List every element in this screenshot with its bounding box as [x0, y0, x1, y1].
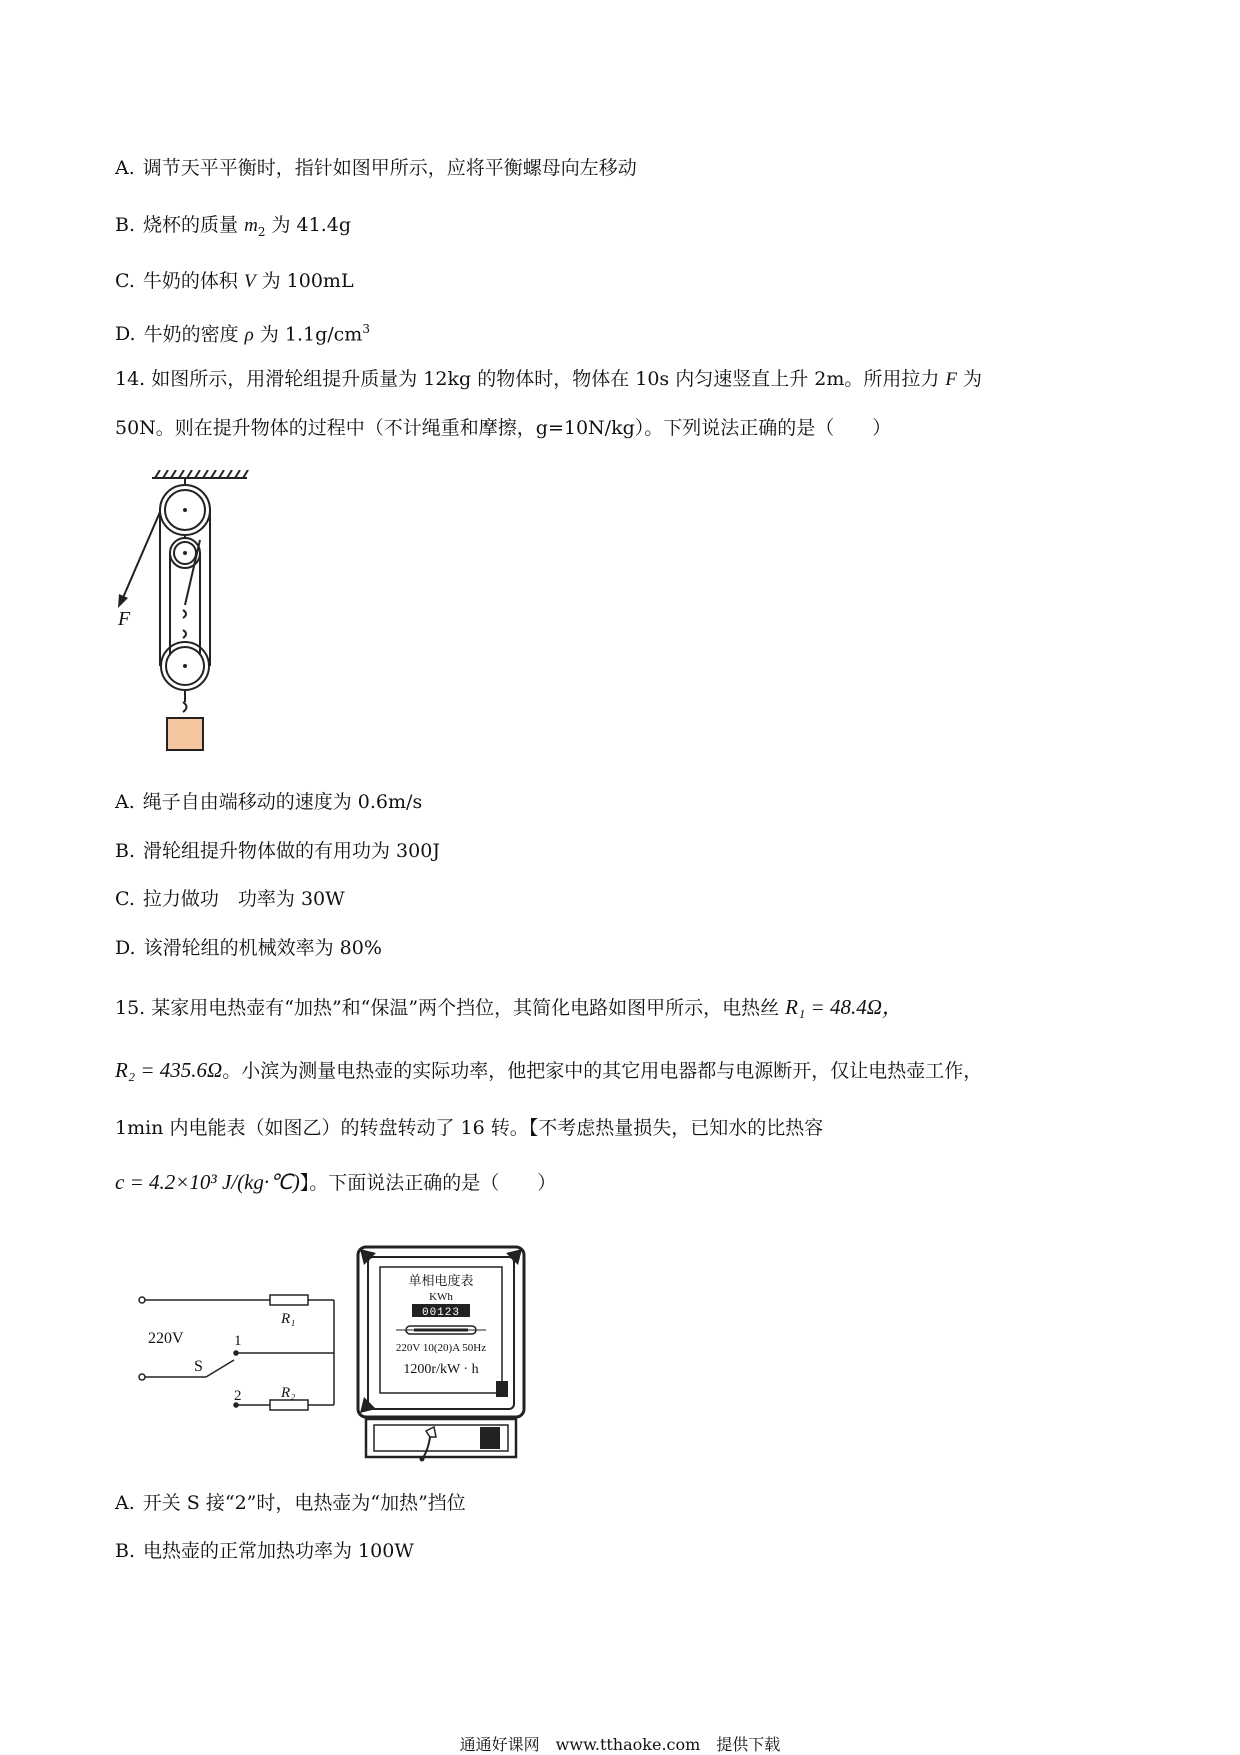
energy-meter: [356, 1245, 528, 1465]
contact-1-label: 1: [234, 1333, 242, 1349]
terminal-top: [139, 1297, 145, 1303]
var-rho: ρ: [244, 324, 254, 346]
switch-label: S: [194, 1358, 203, 1375]
q13-option-b: [115, 212, 351, 245]
pull-arrow: [118, 512, 160, 608]
meter-unit: KWh: [429, 1291, 453, 1303]
option-letter: C.: [115, 270, 135, 292]
q15-stem-line1: [115, 994, 903, 1021]
q15-option-b: [115, 1538, 414, 1564]
circuit-diagram: [138, 1285, 358, 1415]
q14-option-d: [115, 935, 382, 961]
voltage-label: 220V: [148, 1330, 184, 1347]
meter-constant: 1200r/kW · h: [403, 1362, 479, 1377]
q14-option-c: [115, 886, 345, 912]
q15-text: 。小滨为测量电热壶的实际功率，他把家中的其它用电器都与电源断开，仅让电热壶工作，: [222, 1060, 983, 1082]
contact-2-label: 2: [234, 1388, 242, 1404]
q15-stem-line2: [115, 1057, 982, 1084]
option-text-post: 为 100mL: [261, 270, 354, 292]
var-m: m: [244, 215, 258, 236]
q15-text: 15. 某家用电热壶有“加热”和“保温”两个挡位，其简化电路如图甲所示，电热丝: [115, 997, 780, 1019]
q13-option-d: [115, 316, 370, 348]
r1-label: R₁: [281, 1311, 296, 1327]
contact-1: [234, 1351, 238, 1355]
meter-title: 单相电度表: [408, 1274, 474, 1289]
option-text: 牛奶的密度: [143, 323, 239, 346]
ceiling-hatch: [152, 470, 248, 478]
q14-option-a: [115, 789, 422, 815]
switch-blade: [206, 1360, 234, 1377]
q15-stem-line4: [115, 1169, 556, 1196]
r2-label: R₂: [281, 1385, 296, 1401]
var-f: F: [945, 369, 957, 390]
option-text-post: 为 41.4g: [271, 214, 352, 236]
option-letter: B.: [115, 1540, 136, 1562]
resistor-r1: [270, 1295, 308, 1305]
q14-text-post: 为: [963, 368, 983, 390]
option-text: 滑轮组提升物体做的有用功为 300J: [143, 840, 440, 862]
q13-option-a: [115, 155, 637, 181]
var-v: V: [243, 271, 256, 292]
option-text: 调节天平平衡时，指针如图甲所示，应将平衡螺母向左移动: [142, 157, 637, 179]
q14-text: 14. 如图所示，用滑轮组提升质量为 12kg 的物体时，物体在 10s 内匀速竖直上升 2m。所用拉力: [115, 368, 940, 390]
q14-option-b: [115, 838, 440, 864]
q14-stem-line2: 50N。则在提升物体的过程中（不计绳重和摩擦，g=10N/kg）。下列说法正确的是（ ）: [115, 417, 892, 439]
option-text: 拉力做功 功率为 30W: [142, 888, 345, 910]
r1-formula: R₁ = 48.4Ω，: [785, 995, 903, 1019]
option-letter: B.: [115, 840, 136, 862]
superscript: 3: [362, 322, 370, 336]
option-text: 牛奶的体积: [142, 270, 238, 292]
q15-stem-line3: 1min 内电能表（如图乙）的转盘转动了 16 转。【不考虑热量损失，已知水的比热容: [115, 1117, 824, 1139]
option-letter: D.: [115, 937, 136, 959]
option-text: 电热壶的正常加热功率为 100W: [143, 1540, 414, 1562]
option-text: 开关 S 接“2”时，电热壶为“加热”挡位: [142, 1492, 466, 1514]
q13-option-c: [115, 268, 354, 295]
option-text-post: 为 1.1g/cm: [259, 323, 363, 346]
specific-heat-formula: c = 4.2×10³ J/(kg·℃): [115, 1170, 300, 1194]
terminal-bottom: [139, 1374, 145, 1380]
force-label: F: [118, 608, 131, 630]
option-letter: A.: [115, 1492, 135, 1514]
r2-formula: R₂ = 435.6Ω: [115, 1058, 223, 1082]
option-letter: A.: [115, 157, 135, 179]
option-text: 该滑轮组的机械效率为 80%: [143, 937, 382, 959]
resistor-r2: [270, 1400, 308, 1410]
q15-option-a: [115, 1490, 466, 1516]
page-footer: 通通好课网 www.tthaoke.com 提供下载: [459, 1735, 781, 1754]
load-block: [167, 718, 203, 750]
option-letter: A.: [115, 791, 135, 813]
q14-stem-line1: [115, 366, 982, 393]
q15-text: 】。下面说法正确的是（ ）: [299, 1172, 557, 1194]
option-letter: B.: [115, 214, 136, 236]
meter-rating: 220V 10(20)A 50Hz: [395, 1342, 487, 1354]
meter-digits: 00123: [421, 1307, 461, 1319]
pulley-figure: [115, 470, 255, 770]
option-text: 烧杯的质量: [143, 214, 239, 236]
option-text: 绳子自由端移动的速度为 0.6m/s: [142, 791, 423, 813]
option-letter: D.: [115, 323, 136, 346]
subscript: 2: [257, 224, 266, 239]
option-letter: C.: [115, 888, 135, 910]
